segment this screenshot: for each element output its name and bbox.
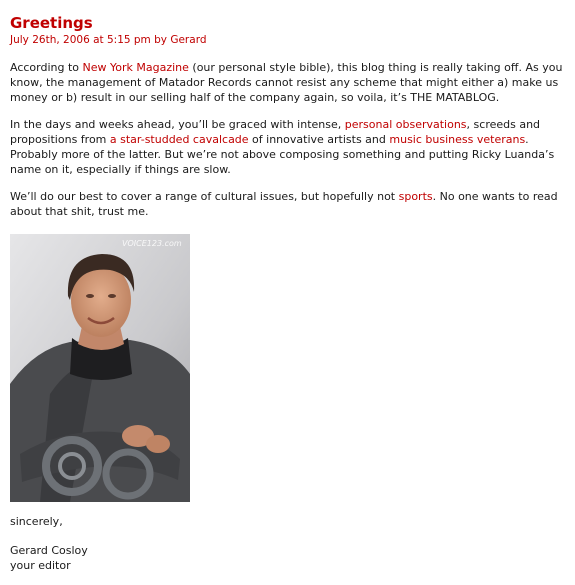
link-new-york-magazine[interactable]: New York Magazine [82, 61, 189, 74]
paragraph-text: of innovative artists and [248, 133, 390, 146]
link-star-studded-cavalcade[interactable]: a star-studded cavalcade [109, 133, 249, 146]
signature-name: Gerard Cosloy [10, 544, 88, 557]
paragraph-text: (our personal style bible), this blog thing is really taking off. As you know, the management of Matador Records cannot resist any scheme that might either a) make us money or b) result in our selling half of the company again, so voila, it’s THE MATABLOG. [10, 61, 563, 104]
editor-photo [10, 234, 190, 502]
paragraph-text: . Probably more of the latter. But we’re not above composing something and putting Ricky Luanda’s name on it, especially if things are slow. [10, 133, 555, 176]
paragraph-text: In the days and weeks ahead, you’ll be graced with intense, [10, 118, 345, 131]
paragraph-ahead [10, 117, 565, 177]
paragraph-text: We’ll do our best to cover a range of cultural issues, but hopefully not [10, 190, 399, 203]
signoff: sincerely, [10, 515, 63, 528]
paragraph-text: , screeds and propositions from [10, 118, 541, 146]
paragraph-text: According to [10, 61, 83, 74]
link-personal-observations[interactable]: personal observations [344, 118, 467, 131]
paragraph-cultural [10, 189, 565, 219]
link-sports[interactable]: sports [398, 190, 433, 203]
signature-title: your editor [10, 559, 71, 572]
post-title[interactable]: Greetings [10, 14, 93, 32]
photo-watermark: VOICE123.com [122, 239, 182, 248]
post-meta: July 26th, 2006 at 5:15 pm by Gerard [10, 34, 207, 46]
paragraph-intro [10, 60, 565, 105]
paragraph-text: . No one wants to read about that shit, trust me. [10, 190, 558, 218]
link-music-business-veterans[interactable]: music business veterans [389, 133, 526, 146]
